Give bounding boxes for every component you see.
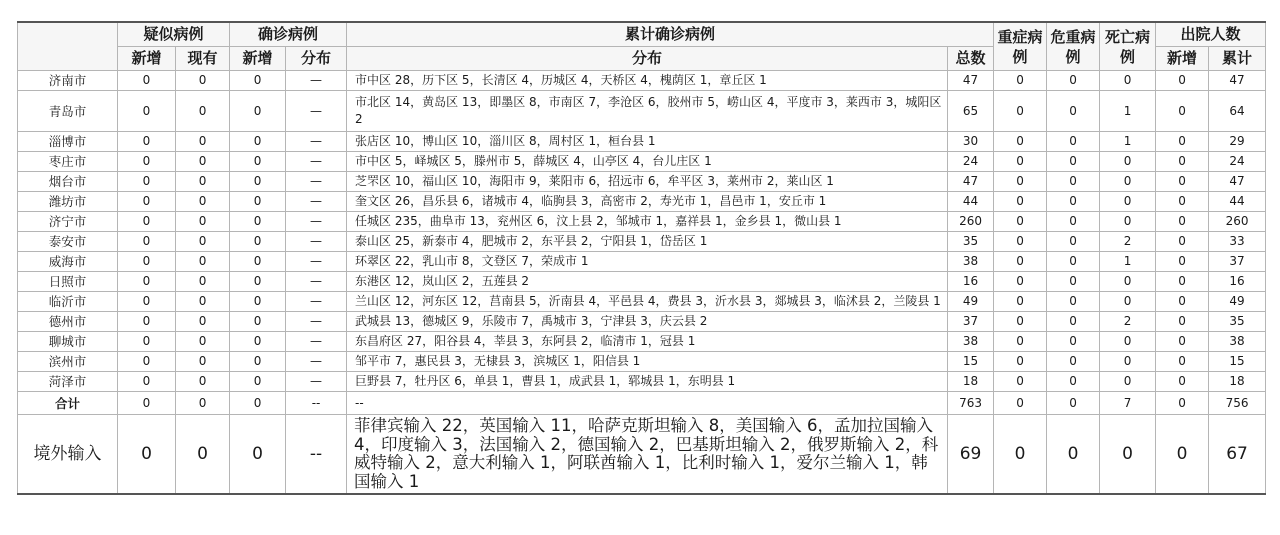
discharged-total-cell: 47 (1209, 71, 1266, 91)
district-distribution-cell: -- (347, 392, 948, 415)
table-row (18, 372, 1266, 392)
confirmed-distribution-cell: — (286, 212, 347, 232)
severe-cell: 0 (994, 132, 1047, 152)
suspected-new-cell: 0 (118, 71, 176, 91)
cumulative-total-cell: 47 (948, 71, 994, 91)
confirmed-distribution-cell: — (286, 71, 347, 91)
suspected-existing-cell: 0 (176, 272, 230, 292)
discharged-new-cell: 0 (1156, 272, 1209, 292)
district-distribution-cell: 菲律宾输入 22，英国输入 11，哈萨克斯坦输入 8，美国输入 6，孟加拉国输入 4，印度输入 3，法国输入 2，德国输入 2，巴基斯坦输入 2，俄罗斯输入 2，科威特输入 2，意大利输入 1，阿联酋输入 1，比利时输入 1，爱尔兰输入 1，韩国输入 1 (347, 415, 948, 495)
table-row (18, 192, 1266, 212)
death-cell: 0 (1100, 172, 1156, 192)
critical-cell: 0 (1047, 332, 1100, 352)
severe-cell: 0 (994, 352, 1047, 372)
suspected-existing-cell: 0 (176, 332, 230, 352)
critical-cell: 0 (1047, 252, 1100, 272)
severe-cell: 0 (994, 272, 1047, 292)
severe-cell: 0 (994, 91, 1047, 132)
cumulative-total-cell: 260 (948, 212, 994, 232)
header-severe: 重症病例 (994, 22, 1047, 71)
table-row (18, 71, 1266, 91)
district-distribution-cell: 市北区 14，黄岛区 13，即墨区 8，市南区 7，李沧区 6，胶州市 5，崂山区 4，平度市 3，莱西市 3，城阳区 2 (347, 91, 948, 132)
suspected-existing-cell: 0 (176, 352, 230, 372)
header-discharged: 出院人数 (1156, 22, 1266, 47)
header-confirmed-distribution: 分布 (286, 47, 347, 71)
severe-cell: 0 (994, 312, 1047, 332)
table-row (18, 252, 1266, 272)
city-cell: 青岛市 (18, 91, 118, 132)
confirmed-distribution-cell: — (286, 132, 347, 152)
confirmed-distribution-cell: — (286, 252, 347, 272)
discharged-new-cell: 0 (1156, 212, 1209, 232)
district-distribution-cell: 邹平市 7，惠民县 3，无棣县 3，滨城区 1，阳信县 1 (347, 352, 948, 372)
table-row (18, 292, 1266, 312)
critical-cell: 0 (1047, 232, 1100, 252)
discharged-new-cell: 0 (1156, 232, 1209, 252)
table-row (18, 272, 1266, 292)
header-confirmed-new: 新增 (230, 47, 286, 71)
district-distribution-cell: 泰山区 25，新泰市 4，肥城市 2，东平县 2，宁阳县 1，岱岳区 1 (347, 232, 948, 252)
critical-cell: 0 (1047, 152, 1100, 172)
suspected-new-cell: 0 (118, 352, 176, 372)
discharged-total-cell: 47 (1209, 172, 1266, 192)
severe-cell: 0 (994, 71, 1047, 91)
district-distribution-cell: 任城区 235，曲阜市 13，兖州区 6，汶上县 2，邹城市 1，嘉祥县 1，金乡县 1，微山县 1 (347, 212, 948, 232)
discharged-total-cell: 15 (1209, 352, 1266, 372)
discharged-new-cell: 0 (1156, 332, 1209, 352)
confirmed-new-cell: 0 (230, 252, 286, 272)
discharged-total-cell: 756 (1209, 392, 1266, 415)
confirmed-new-cell: 0 (230, 312, 286, 332)
confirmed-new-cell: 0 (230, 292, 286, 312)
discharged-new-cell: 0 (1156, 192, 1209, 212)
death-cell: 2 (1100, 312, 1156, 332)
city-cell: 济南市 (18, 71, 118, 91)
suspected-existing-cell: 0 (176, 372, 230, 392)
suspected-existing-cell: 0 (176, 212, 230, 232)
city-cell: 合计 (18, 392, 118, 415)
table-row (18, 312, 1266, 332)
cumulative-total-cell: 38 (948, 332, 994, 352)
suspected-new-cell: 0 (118, 91, 176, 132)
discharged-total-cell: 64 (1209, 91, 1266, 132)
confirmed-new-cell: 0 (230, 172, 286, 192)
death-cell: 2 (1100, 232, 1156, 252)
severe-cell: 0 (994, 392, 1047, 415)
confirmed-new-cell: 0 (230, 152, 286, 172)
severe-cell: 0 (994, 172, 1047, 192)
death-cell: 0 (1100, 212, 1156, 232)
cumulative-total-cell: 65 (948, 91, 994, 132)
suspected-new-cell: 0 (118, 152, 176, 172)
critical-cell: 0 (1047, 292, 1100, 312)
cumulative-total-cell: 16 (948, 272, 994, 292)
confirmed-new-cell: 0 (230, 192, 286, 212)
death-cell: 7 (1100, 392, 1156, 415)
cumulative-total-cell: 38 (948, 252, 994, 272)
city-cell: 淄博市 (18, 132, 118, 152)
suspected-new-cell: 0 (118, 252, 176, 272)
city-cell: 菏泽市 (18, 372, 118, 392)
table-body (18, 71, 1266, 495)
confirmed-new-cell: 0 (230, 392, 286, 415)
header-suspected: 疑似病例 (118, 22, 230, 47)
death-cell: 0 (1100, 415, 1156, 495)
confirmed-distribution-cell: — (286, 152, 347, 172)
confirmed-distribution-cell: — (286, 172, 347, 192)
covid-stats-table (17, 21, 1266, 495)
cumulative-total-cell: 18 (948, 372, 994, 392)
suspected-existing-cell: 0 (176, 312, 230, 332)
header-discharged-total: 累计 (1209, 47, 1266, 71)
city-cell: 德州市 (18, 312, 118, 332)
table-header (18, 22, 1266, 71)
severe-cell: 0 (994, 415, 1047, 495)
foreign-import-row (18, 415, 1266, 495)
header-discharged-new: 新增 (1156, 47, 1209, 71)
suspected-existing-cell: 0 (176, 252, 230, 272)
suspected-existing-cell: 0 (176, 152, 230, 172)
cumulative-total-cell: 69 (948, 415, 994, 495)
confirmed-distribution-cell: — (286, 292, 347, 312)
severe-cell: 0 (994, 252, 1047, 272)
discharged-total-cell: 44 (1209, 192, 1266, 212)
suspected-new-cell: 0 (118, 272, 176, 292)
district-distribution-cell: 市中区 28，历下区 5，长清区 4，历城区 4，天桥区 4，槐荫区 1，章丘区 1 (347, 71, 948, 91)
city-cell: 潍坊市 (18, 192, 118, 212)
death-cell: 1 (1100, 252, 1156, 272)
severe-cell: 0 (994, 212, 1047, 232)
discharged-new-cell: 0 (1156, 292, 1209, 312)
city-cell: 境外输入 (18, 415, 118, 495)
suspected-new-cell: 0 (118, 212, 176, 232)
city-cell: 滨州市 (18, 352, 118, 372)
confirmed-new-cell: 0 (230, 232, 286, 252)
cumulative-total-cell: 44 (948, 192, 994, 212)
discharged-new-cell: 0 (1156, 91, 1209, 132)
header-cumulative-total: 总数 (948, 47, 994, 71)
death-cell: 0 (1100, 372, 1156, 392)
table-row (18, 352, 1266, 372)
discharged-new-cell: 0 (1156, 312, 1209, 332)
suspected-new-cell: 0 (118, 332, 176, 352)
city-cell: 枣庄市 (18, 152, 118, 172)
district-distribution-cell: 芝罘区 10，福山区 10，海阳市 9，莱阳市 6，招远市 6，牟平区 3，莱州市 2，莱山区 1 (347, 172, 948, 192)
confirmed-new-cell: 0 (230, 415, 286, 495)
critical-cell: 0 (1047, 192, 1100, 212)
suspected-new-cell: 0 (118, 415, 176, 495)
suspected-existing-cell: 0 (176, 392, 230, 415)
discharged-total-cell: 37 (1209, 252, 1266, 272)
confirmed-distribution-cell: — (286, 352, 347, 372)
district-distribution-cell: 环翠区 22，乳山市 8，文登区 7，荣成市 1 (347, 252, 948, 272)
suspected-existing-cell: 0 (176, 132, 230, 152)
discharged-total-cell: 16 (1209, 272, 1266, 292)
confirmed-new-cell: 0 (230, 352, 286, 372)
suspected-existing-cell: 0 (176, 192, 230, 212)
severe-cell: 0 (994, 292, 1047, 312)
critical-cell: 0 (1047, 352, 1100, 372)
confirmed-new-cell: 0 (230, 272, 286, 292)
cumulative-total-cell: 49 (948, 292, 994, 312)
suspected-existing-cell: 0 (176, 71, 230, 91)
header-cumulative: 累计确诊病例 (347, 22, 994, 47)
table-row (18, 132, 1266, 152)
discharged-new-cell: 0 (1156, 372, 1209, 392)
cumulative-total-cell: 15 (948, 352, 994, 372)
confirmed-new-cell: 0 (230, 332, 286, 352)
confirmed-distribution-cell: — (286, 332, 347, 352)
discharged-total-cell: 38 (1209, 332, 1266, 352)
death-cell: 0 (1100, 152, 1156, 172)
confirmed-distribution-cell: — (286, 91, 347, 132)
discharged-new-cell: 0 (1156, 172, 1209, 192)
city-cell: 泰安市 (18, 232, 118, 252)
confirmed-distribution-cell: — (286, 272, 347, 292)
header-cumulative-distribution: 分布 (347, 47, 948, 71)
death-cell: 1 (1100, 91, 1156, 132)
table-row (18, 172, 1266, 192)
cumulative-total-cell: 47 (948, 172, 994, 192)
suspected-new-cell: 0 (118, 132, 176, 152)
district-distribution-cell: 巨野县 7，牡丹区 6，单县 1，曹县 1，成武县 1，郓城县 1，东明县 1 (347, 372, 948, 392)
confirmed-distribution-cell: — (286, 192, 347, 212)
header-row-1 (18, 22, 1266, 47)
district-distribution-cell: 张店区 10，博山区 10，淄川区 8，周村区 1，桓台县 1 (347, 132, 948, 152)
suspected-new-cell: 0 (118, 192, 176, 212)
severe-cell: 0 (994, 332, 1047, 352)
district-distribution-cell: 兰山区 12，河东区 12，莒南县 5，沂南县 4，平邑县 4，费县 3，沂水县 3，郯城县 3，临沭县 2，兰陵县 1 (347, 292, 948, 312)
city-cell: 威海市 (18, 252, 118, 272)
death-cell: 0 (1100, 192, 1156, 212)
suspected-new-cell: 0 (118, 372, 176, 392)
confirmed-new-cell: 0 (230, 132, 286, 152)
city-cell: 烟台市 (18, 172, 118, 192)
discharged-total-cell: 67 (1209, 415, 1266, 495)
discharged-new-cell: 0 (1156, 392, 1209, 415)
discharged-new-cell: 0 (1156, 71, 1209, 91)
cumulative-total-cell: 24 (948, 152, 994, 172)
critical-cell: 0 (1047, 132, 1100, 152)
critical-cell: 0 (1047, 392, 1100, 415)
critical-cell: 0 (1047, 415, 1100, 495)
critical-cell: 0 (1047, 71, 1100, 91)
discharged-total-cell: 260 (1209, 212, 1266, 232)
suspected-new-cell: 0 (118, 292, 176, 312)
severe-cell: 0 (994, 152, 1047, 172)
total-row (18, 392, 1266, 415)
district-distribution-cell: 东昌府区 27，阳谷县 4，莘县 3，东阿县 2，临清市 1，冠县 1 (347, 332, 948, 352)
discharged-new-cell: 0 (1156, 352, 1209, 372)
header-suspected-new: 新增 (118, 47, 176, 71)
severe-cell: 0 (994, 232, 1047, 252)
suspected-existing-cell: 0 (176, 415, 230, 495)
severe-cell: 0 (994, 372, 1047, 392)
confirmed-distribution-cell: — (286, 372, 347, 392)
district-distribution-cell: 奎文区 26，昌乐县 6，诸城市 4，临朐县 3，高密市 2，寿光市 1，昌邑市 1，安丘市 1 (347, 192, 948, 212)
cumulative-total-cell: 30 (948, 132, 994, 152)
district-distribution-cell: 市中区 5，峄城区 5，滕州市 5，薛城区 4，山亭区 4，台儿庄区 1 (347, 152, 948, 172)
header-suspected-existing: 现有 (176, 47, 230, 71)
discharged-total-cell: 35 (1209, 312, 1266, 332)
city-cell: 济宁市 (18, 212, 118, 232)
confirmed-new-cell: 0 (230, 71, 286, 91)
city-cell: 日照市 (18, 272, 118, 292)
discharged-total-cell: 33 (1209, 232, 1266, 252)
confirmed-new-cell: 0 (230, 212, 286, 232)
table-row (18, 91, 1266, 132)
confirmed-new-cell: 0 (230, 91, 286, 132)
discharged-new-cell: 0 (1156, 415, 1209, 495)
cumulative-total-cell: 763 (948, 392, 994, 415)
suspected-existing-cell: 0 (176, 232, 230, 252)
confirmed-distribution-cell: -- (286, 415, 347, 495)
table-row (18, 332, 1266, 352)
critical-cell: 0 (1047, 372, 1100, 392)
discharged-total-cell: 18 (1209, 372, 1266, 392)
confirmed-distribution-cell: -- (286, 392, 347, 415)
confirmed-distribution-cell: — (286, 232, 347, 252)
critical-cell: 0 (1047, 312, 1100, 332)
suspected-new-cell: 0 (118, 312, 176, 332)
death-cell: 0 (1100, 71, 1156, 91)
death-cell: 0 (1100, 332, 1156, 352)
table-row (18, 152, 1266, 172)
death-cell: 0 (1100, 292, 1156, 312)
header-death: 死亡病例 (1100, 22, 1156, 71)
city-cell: 聊城市 (18, 332, 118, 352)
header-city-blank (18, 22, 118, 71)
critical-cell: 0 (1047, 212, 1100, 232)
suspected-new-cell: 0 (118, 172, 176, 192)
severe-cell: 0 (994, 192, 1047, 212)
header-critical: 危重病例 (1047, 22, 1100, 71)
cumulative-total-cell: 35 (948, 232, 994, 252)
table-row (18, 232, 1266, 252)
table-row (18, 212, 1266, 232)
suspected-existing-cell: 0 (176, 172, 230, 192)
suspected-new-cell: 0 (118, 392, 176, 415)
city-cell: 临沂市 (18, 292, 118, 312)
confirmed-distribution-cell: — (286, 312, 347, 332)
discharged-total-cell: 24 (1209, 152, 1266, 172)
confirmed-new-cell: 0 (230, 372, 286, 392)
critical-cell: 0 (1047, 91, 1100, 132)
header-confirmed: 确诊病例 (230, 22, 347, 47)
critical-cell: 0 (1047, 272, 1100, 292)
death-cell: 0 (1100, 352, 1156, 372)
discharged-new-cell: 0 (1156, 132, 1209, 152)
discharged-total-cell: 29 (1209, 132, 1266, 152)
district-distribution-cell: 东港区 12，岚山区 2，五莲县 2 (347, 272, 948, 292)
suspected-new-cell: 0 (118, 232, 176, 252)
discharged-new-cell: 0 (1156, 252, 1209, 272)
discharged-total-cell: 49 (1209, 292, 1266, 312)
suspected-existing-cell: 0 (176, 91, 230, 132)
cumulative-total-cell: 37 (948, 312, 994, 332)
discharged-new-cell: 0 (1156, 152, 1209, 172)
death-cell: 1 (1100, 132, 1156, 152)
critical-cell: 0 (1047, 172, 1100, 192)
district-distribution-cell: 武城县 13，德城区 9，乐陵市 7，禹城市 3，宁津县 3，庆云县 2 (347, 312, 948, 332)
suspected-existing-cell: 0 (176, 292, 230, 312)
death-cell: 0 (1100, 272, 1156, 292)
